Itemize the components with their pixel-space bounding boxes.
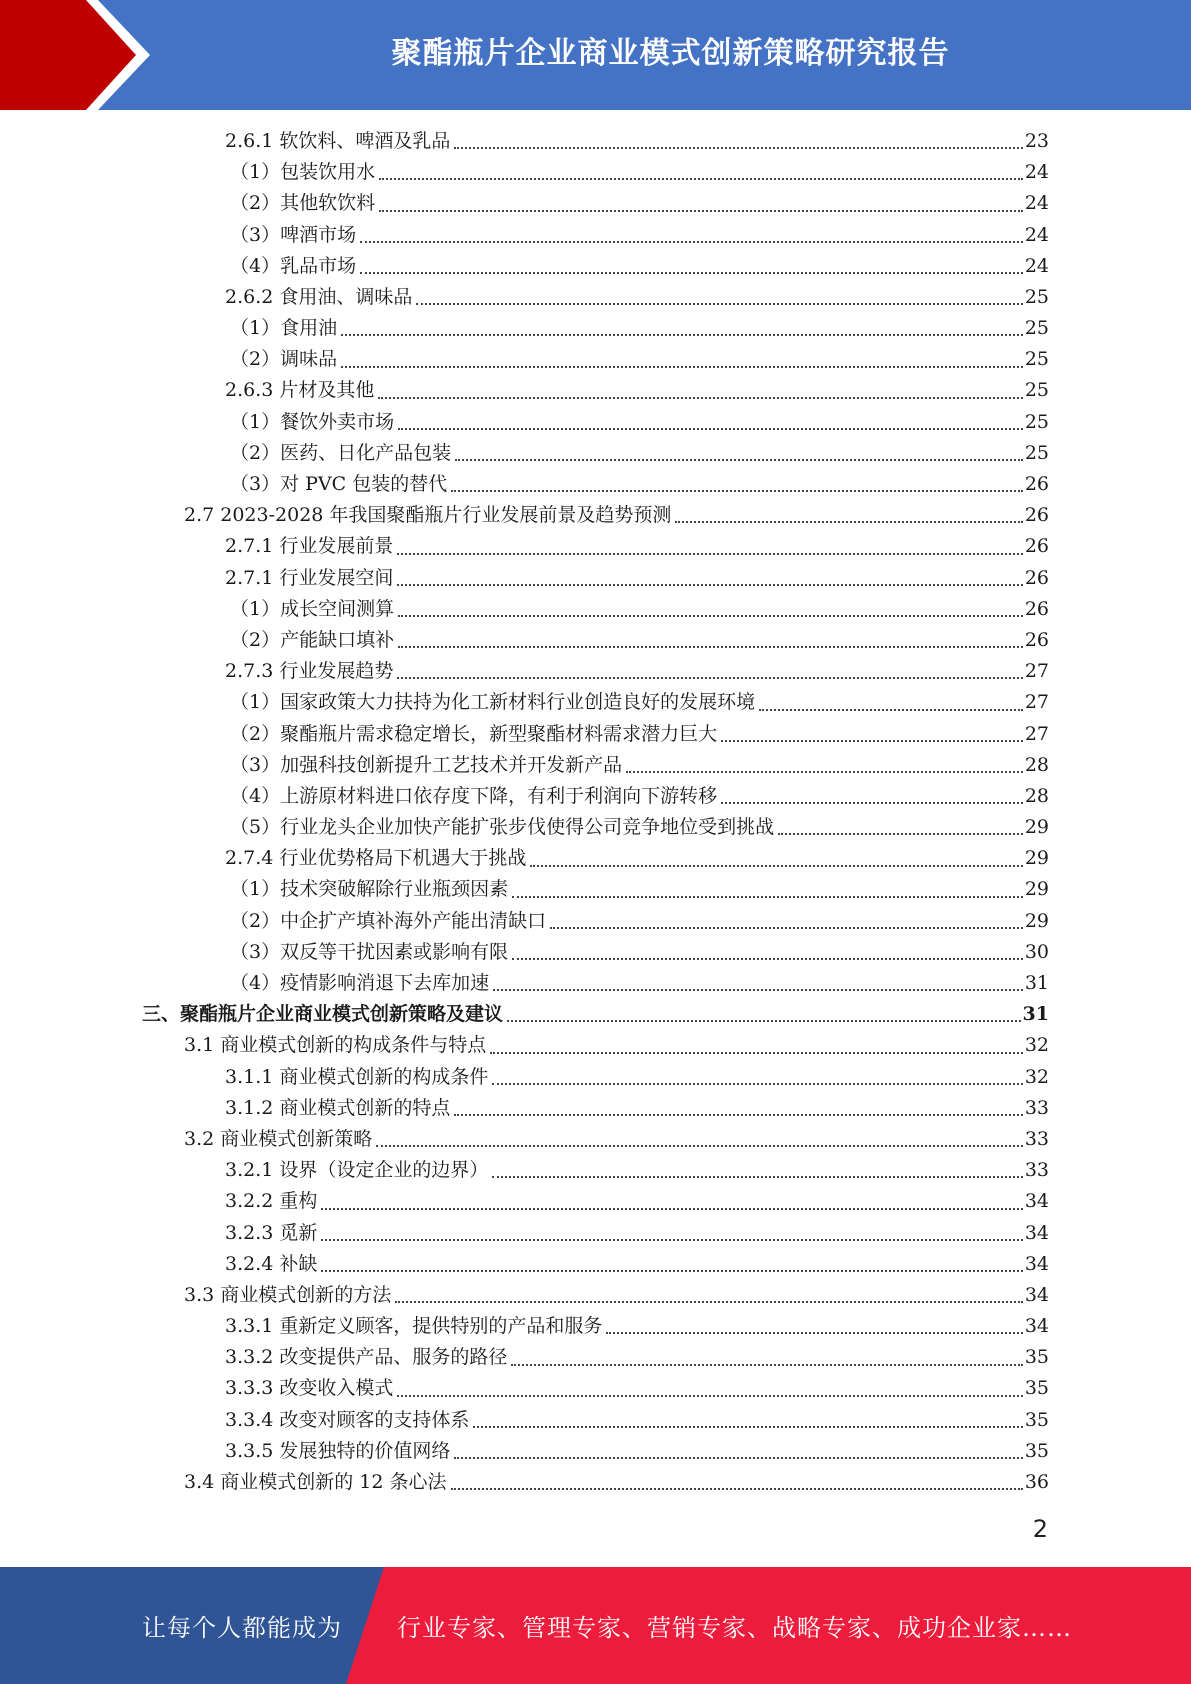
toc-entry-title: （1）包装饮用水 (230, 161, 376, 184)
toc-entry-page: 29 (1024, 847, 1049, 870)
toc-entry[interactable] (142, 875, 1049, 906)
toc-entry-page: 35 (1024, 1346, 1049, 1369)
toc-entry[interactable] (142, 999, 1049, 1030)
toc-entry-title: 3.2.3 觅新 (225, 1221, 318, 1244)
toc-entry-page: 24 (1024, 223, 1049, 246)
toc-entry-title: 3.3.4 改变对顾客的支持体系 (225, 1408, 470, 1431)
toc-entry-title: 2.7.3 行业发展趋势 (225, 660, 394, 683)
toc-entry-title: 2.7 2023-2028 年我国聚酯瓶片行业发展前景及趋势预测 (184, 504, 672, 527)
toc-dot-leader (512, 896, 1023, 898)
toc-entry[interactable] (142, 469, 1049, 500)
toc-entry-title: 3.4 商业模式创新的 12 条心法 (184, 1471, 447, 1494)
toc-entry[interactable] (142, 500, 1049, 531)
toc-entry[interactable] (142, 1155, 1049, 1186)
toc-entry-page: 27 (1024, 660, 1049, 683)
toc-entry[interactable] (142, 438, 1049, 469)
toc-dot-leader (321, 1208, 1022, 1210)
toc-dot-leader (454, 1114, 1022, 1116)
toc-entry-title: （2）其他软饮料 (230, 192, 376, 215)
toc-entry[interactable] (142, 812, 1049, 843)
toc-entry[interactable] (142, 1311, 1049, 1342)
toc-entry[interactable] (142, 563, 1049, 594)
toc-dot-leader (492, 1176, 1022, 1178)
toc-dot-leader (675, 521, 1022, 523)
toc-entry-page: 25 (1024, 410, 1049, 433)
footer-slogan-left: 让每个人都能成为 (142, 1614, 342, 1642)
toc-dot-leader (759, 709, 1023, 711)
toc-entry[interactable] (142, 1030, 1049, 1061)
toc-dot-leader (451, 490, 1023, 492)
toc-dot-leader (376, 1145, 1023, 1147)
toc-dot-leader (606, 1332, 1022, 1334)
toc-dot-leader (550, 927, 1023, 929)
toc-entry-title: 3.1.2 商业模式创新的特点 (225, 1096, 451, 1119)
toc-entry-page: 27 (1024, 722, 1049, 745)
toc-entry[interactable] (142, 1093, 1049, 1124)
toc-entry-title: 3.3.2 改变提供产品、服务的路径 (225, 1346, 508, 1369)
toc-entry-title: （2）聚酯瓶片需求稳定增长，新型聚酯材料需求潜力巨大 (230, 722, 718, 745)
toc-dot-leader (398, 615, 1023, 617)
toc-entry-page: 35 (1024, 1377, 1049, 1400)
toc-entry[interactable] (142, 1436, 1049, 1467)
toc-entry[interactable] (142, 188, 1049, 219)
toc-dot-leader (451, 1488, 1023, 1490)
toc-dot-leader (398, 428, 1023, 430)
toc-entry-title: 2.6.3 片材及其他 (225, 379, 375, 402)
toc-entry[interactable] (142, 843, 1049, 874)
toc-entry-page: 25 (1024, 379, 1049, 402)
toc-entry[interactable] (142, 750, 1049, 781)
toc-dot-leader (360, 241, 1023, 243)
toc-dot-leader (398, 646, 1023, 648)
toc-entry-page: 30 (1024, 940, 1049, 963)
toc-entry[interactable] (142, 282, 1049, 313)
toc-entry-page: 31 (1022, 1003, 1049, 1026)
toc-entry-title: （4）乳品市场 (230, 254, 357, 277)
toc-entry[interactable] (142, 1124, 1049, 1155)
toc-entry-page: 26 (1024, 535, 1049, 558)
toc-dot-leader (454, 147, 1022, 149)
toc-entry[interactable] (142, 687, 1049, 718)
toc-entry-page: 34 (1024, 1252, 1049, 1275)
toc-entry[interactable] (142, 937, 1049, 968)
toc-dot-leader (511, 1364, 1022, 1366)
toc-entry-title: （1）食用油 (230, 317, 338, 340)
toc-entry[interactable] (142, 781, 1049, 812)
toc-dot-leader (721, 740, 1023, 742)
toc-dot-leader (493, 989, 1023, 991)
toc-entry[interactable] (142, 1342, 1049, 1373)
toc-dot-leader (379, 178, 1023, 180)
toc-entry-title: （5）行业龙头企业加快产能扩张步伐使得公司竞争地位受到挑战 (230, 816, 775, 839)
toc-dot-leader (721, 802, 1023, 804)
toc-dot-leader (512, 958, 1023, 960)
toc-entry-page: 32 (1024, 1034, 1049, 1057)
toc-entry-title: （1）成长空间测算 (230, 597, 395, 620)
table-of-contents (142, 126, 1049, 1498)
toc-entry-title: 3.3 商业模式创新的方法 (184, 1283, 392, 1306)
toc-entry-page: 26 (1024, 597, 1049, 620)
toc-entry[interactable] (142, 594, 1049, 625)
toc-entry-title: （3）对 PVC 包装的替代 (230, 473, 448, 496)
toc-entry-page: 33 (1024, 1159, 1049, 1182)
toc-dot-leader (473, 1426, 1022, 1428)
page-header (0, 0, 1191, 110)
toc-dot-leader (360, 272, 1023, 274)
toc-entry-page: 33 (1024, 1127, 1049, 1150)
toc-entry-page: 32 (1024, 1065, 1049, 1088)
toc-entry-page: 24 (1024, 161, 1049, 184)
toc-entry-title: （2）产能缺口填补 (230, 628, 395, 651)
toc-entry-page: 29 (1024, 816, 1049, 839)
toc-entry-page: 28 (1024, 753, 1049, 776)
header-arrow-icon (0, 0, 160, 110)
toc-entry-title: 3.3.5 发展独特的价值网络 (225, 1439, 451, 1462)
footer-slogan-right: 行业专家、管理专家、营销专家、战略专家、成功企业家…… (397, 1614, 1072, 1642)
toc-entry-title: 2.6.1 软饮料、啤酒及乳品 (225, 129, 451, 152)
toc-entry[interactable] (142, 968, 1049, 999)
toc-entry-page: 26 (1024, 628, 1049, 651)
toc-entry[interactable] (142, 1186, 1049, 1217)
toc-dot-leader (341, 366, 1023, 368)
toc-entry[interactable] (142, 344, 1049, 375)
toc-entry-title: 2.7.1 行业发展前景 (225, 535, 394, 558)
toc-entry-page: 26 (1024, 566, 1049, 589)
document-title: 聚酯瓶片企业商业模式创新策略研究报告 (391, 36, 950, 71)
toc-entry-page: 25 (1024, 317, 1049, 340)
toc-entry[interactable] (142, 313, 1049, 344)
toc-entry[interactable] (142, 1062, 1049, 1093)
toc-entry-title: 3.2.1 设界（设定企业的边界） (225, 1159, 489, 1182)
toc-dot-leader (397, 1395, 1022, 1397)
toc-dot-leader (626, 771, 1023, 773)
toc-entry[interactable] (142, 531, 1049, 562)
toc-entry-page: 31 (1024, 972, 1049, 995)
toc-entry-page: 33 (1024, 1096, 1049, 1119)
toc-dot-leader (397, 677, 1022, 679)
toc-entry-title: 3.1.1 商业模式创新的构成条件 (225, 1065, 489, 1088)
toc-entry-page: 25 (1024, 285, 1049, 308)
toc-entry[interactable] (142, 407, 1049, 438)
toc-entry-page: 35 (1024, 1439, 1049, 1462)
toc-entry[interactable] (142, 1467, 1049, 1498)
toc-entry-page: 24 (1024, 254, 1049, 277)
toc-entry-title: （4）疫情影响消退下去库加速 (230, 972, 490, 995)
toc-entry-title: （1）餐饮外卖市场 (230, 410, 395, 433)
toc-entry-page: 34 (1024, 1283, 1049, 1306)
toc-entry-page: 29 (1024, 878, 1049, 901)
toc-entry-page: 25 (1024, 441, 1049, 464)
toc-entry-title: 三、聚酯瓶片企业商业模式创新策略及建议 (142, 1003, 504, 1026)
toc-dot-leader (341, 334, 1023, 336)
toc-entry-title: 3.2 商业模式创新策略 (184, 1127, 373, 1150)
toc-entry-title: 3.2.2 重构 (225, 1190, 318, 1213)
toc-entry-page: 34 (1024, 1221, 1049, 1244)
toc-entry-title: （3）加强科技创新提升工艺技术并开发新产品 (230, 753, 623, 776)
toc-dot-leader (321, 1270, 1022, 1272)
toc-entry-title: 3.3.3 改变收入模式 (225, 1377, 394, 1400)
page-footer (0, 1567, 1191, 1684)
toc-entry-page: 23 (1024, 129, 1049, 152)
toc-dot-leader (378, 397, 1022, 399)
toc-dot-leader (454, 1457, 1022, 1459)
toc-dot-leader (455, 459, 1023, 461)
toc-dot-leader (379, 210, 1023, 212)
toc-entry[interactable] (142, 220, 1049, 251)
toc-entry-title: （2）医药、日化产品包装 (230, 441, 452, 464)
toc-entry-page: 35 (1024, 1408, 1049, 1431)
toc-entry-page: 28 (1024, 784, 1049, 807)
toc-entry[interactable] (142, 625, 1049, 656)
toc-entry[interactable] (142, 126, 1049, 157)
toc-dot-leader (397, 553, 1022, 555)
toc-entry-page: 34 (1024, 1315, 1049, 1338)
toc-entry-page: 26 (1024, 473, 1049, 496)
toc-entry-title: 3.2.4 补缺 (225, 1252, 318, 1275)
toc-entry-page: 34 (1024, 1190, 1049, 1213)
toc-dot-leader (492, 1083, 1022, 1085)
toc-dot-leader (778, 833, 1023, 835)
toc-entry-page: 27 (1024, 691, 1049, 714)
toc-entry[interactable] (142, 157, 1049, 188)
toc-entry[interactable] (142, 1374, 1049, 1405)
toc-entry-title: （1）技术突破解除行业瓶颈因素 (230, 878, 509, 901)
toc-entry-page: 36 (1024, 1471, 1049, 1494)
toc-entry-title: （2）中企扩产填补海外产能出清缺口 (230, 909, 547, 932)
toc-entry-page: 25 (1024, 348, 1049, 371)
toc-entry[interactable] (142, 376, 1049, 407)
page-number: 2 (1032, 1515, 1048, 1543)
toc-dot-leader (490, 1052, 1023, 1054)
toc-entry[interactable] (142, 656, 1049, 687)
toc-entry-title: （4）上游原材料进口依存度下降，有利于利润向下游转移 (230, 784, 718, 807)
toc-entry[interactable] (142, 1249, 1049, 1280)
toc-entry-title: （2）调味品 (230, 348, 338, 371)
toc-entry-title: （3）双反等干扰因素或影响有限 (230, 940, 509, 963)
toc-entry-title: 3.1 商业模式创新的构成条件与特点 (184, 1034, 487, 1057)
toc-entry-title: 2.6.2 食用油、调味品 (225, 285, 413, 308)
toc-entry-page: 26 (1024, 504, 1049, 527)
toc-entry-page: 24 (1024, 192, 1049, 215)
toc-entry-page: 29 (1024, 909, 1049, 932)
toc-entry-title: （3）啤酒市场 (230, 223, 357, 246)
toc-dot-leader (395, 1301, 1023, 1303)
toc-entry-title: 2.7.4 行业优势格局下机遇大于挑战 (225, 847, 527, 870)
toc-entry-title: （1）国家政策大力扶持为化工新材料行业创造良好的发展环境 (230, 691, 756, 714)
toc-entry-title: 2.7.1 行业发展空间 (225, 566, 394, 589)
toc-entry[interactable] (142, 1405, 1049, 1436)
toc-dot-leader (416, 303, 1022, 305)
toc-dot-leader (530, 865, 1022, 867)
toc-entry[interactable] (142, 906, 1049, 937)
toc-entry[interactable] (142, 251, 1049, 282)
toc-entry[interactable] (142, 1218, 1049, 1249)
toc-dot-leader (321, 1239, 1022, 1241)
toc-dot-leader (507, 1020, 1021, 1022)
toc-entry[interactable] (142, 719, 1049, 750)
toc-entry[interactable] (142, 1280, 1049, 1311)
toc-entry-title: 3.3.1 重新定义顾客，提供特别的产品和服务 (225, 1315, 603, 1338)
toc-dot-leader (397, 584, 1022, 586)
